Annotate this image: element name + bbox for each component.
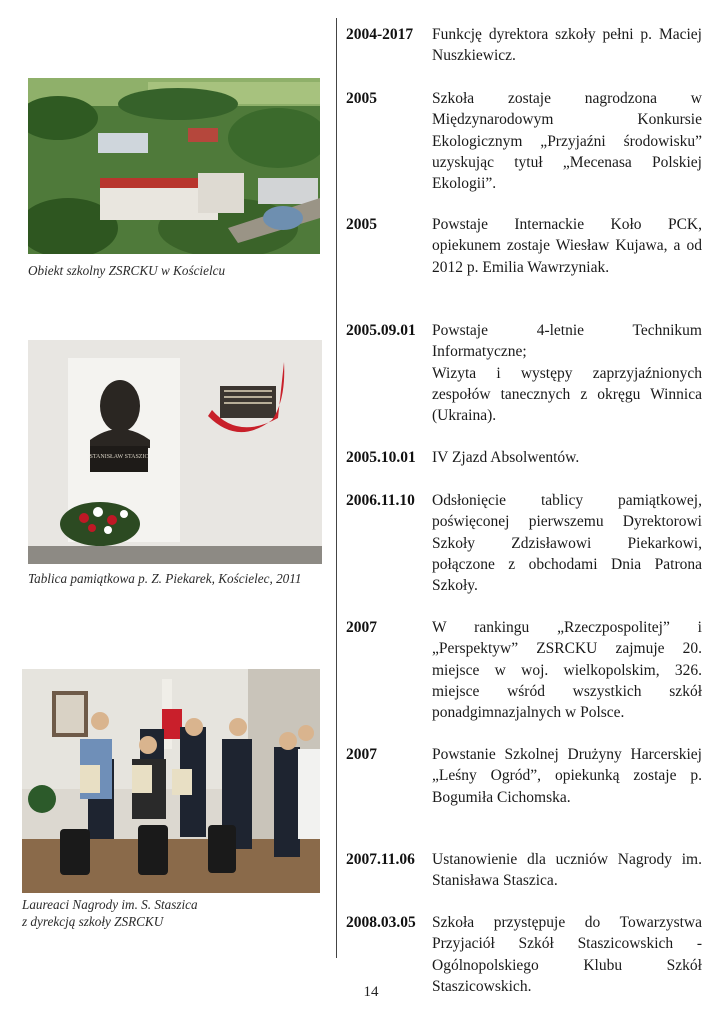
entry-date: 2005 [346,90,377,107]
photo-memorial-plaque [28,340,322,564]
caption-memorial-plaque: Tablica pamiątkowa p. Z. Piekarek, Kościelec, 2011 [28,571,302,586]
entry-date: 2004-2017 [346,26,414,43]
entry-date: 2005.09.01 [346,322,416,339]
entry-date: 2007 [346,746,377,763]
bust-plaque-text: STANISŁAW STASZIC [89,454,149,460]
entry-date: 2007.11.06 [346,851,415,868]
entry-text: Szkoła zostaje nagrodzona w Międzynarodowym Konkursie Ekologicznym „Przyjaźni środowisku” uzyskując tytuł „Mecenasa Polskiej Ekologii”. [432,90,702,193]
entry-date: 2008.03.05 [346,914,416,931]
left-column [0,0,330,1024]
entry-text: W rankingu „Rzeczpospolitej” i „Perspektyw” ZSRCKU zajmuje 20. miejsce w woj. wielkopolskim, 326. miejsce wśród wszystkich szkół ponadgimnazjalnych w Polsce. [432,619,702,722]
entry-text: Odsłonięcie tablicy pamiątkowej, poświęconej pierwszemu Dyrektorowi Szkoły Zdzisławowi Piekarkowi, połączone z obchodami Dnia Patrona Szkoły. [432,492,702,595]
entry-text: Powstaje 4-letnie Technikum Informatyczne; Wizyta i występy zaprzyjaźnionych zespołów tanecznych z okręgu Winnica (Ukraina). [432,322,702,425]
entry-date: 2005 [346,216,377,233]
entry-date: 2005.10.01 [346,449,416,466]
entry-text: IV Zjazd Absolwentów. [432,449,580,466]
caption-school-aerial: Obiekt szkolny ZSRCKU w Kościelcu [28,263,226,278]
photo-school-aerial [28,78,320,254]
entry-text: Powstanie Szkolnej Drużyny Harcerskiej „Leśny Ogród”, opiekunką zostaje p. Bogumiła Cichomska. [432,746,702,806]
entry-text: Funkcję dyrektora szkoły pełni p. Maciej Nuszkiewicz. [432,26,702,65]
entry-text: Powstaje Internackie Koło PCK, opiekunem zostaje Wiesław Kujawa, a od 2012 p. Emilia Wawrzyniak. [432,216,702,276]
caption-laureates: Laureaci Nagrody im. S. Staszica z dyrekcją szkoły ZSRCKU [22,897,198,929]
entry-text: Szkoła przystępuje do Towarzystwa Przyjaciół Szkół Staszicowskich - Ogólnopolskiego Klubu Szkół Staszicowskich. [432,914,702,995]
entry-date: 2006.11.10 [346,492,415,509]
entry-date: 2007 [346,619,377,636]
entry-text: Ustanowienie dla uczniów Nagrody im. Stanisława Staszica. [432,851,702,890]
column-divider [336,18,337,958]
page-number: 14 [363,984,379,1000]
photo-laureates [22,669,320,893]
